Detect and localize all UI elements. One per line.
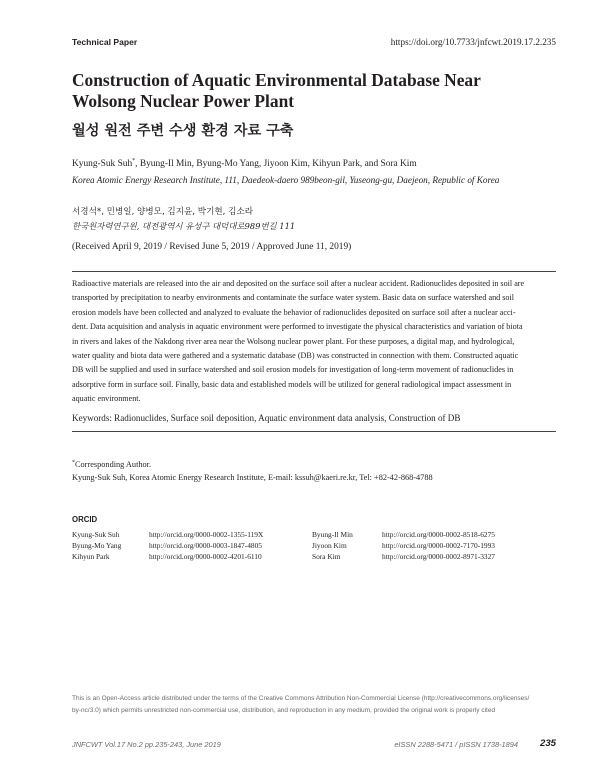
affiliation-korean: 한국원자력연구원, 대전광역시 유성구 대덕대로989번길 111 <box>72 221 296 231</box>
keywords: Keywords: Radionuclides, Surface soil deposition, Aquatic environment data analysis, Construction of DB <box>72 413 461 423</box>
page-number: 235 <box>539 738 556 749</box>
document-type-label: Technical Paper <box>72 37 138 47</box>
orcid-row <box>72 541 562 552</box>
license-line: This is an Open-Access article distributed under the terms of the Creative Commons Attribution Non-Commercial License (http://creativecommons.org/licenses/ <box>72 695 530 702</box>
orcid-link[interactable]: http://orcid.org/0000-0002-8518-6275 <box>382 530 495 539</box>
abstract-line: aquatic environment. <box>72 394 141 404</box>
abstract <box>72 277 556 407</box>
orcid-author-name: Jiyoon Kim <box>312 541 347 550</box>
journal-citation: JNFCWT Vol.17 No.2 pp.235-243, June 2019 <box>72 740 221 749</box>
abstract-line: Radioactive materials are released into the air and deposited on the surface soil after a nuclear accident. Radionuclides deposited in soil are <box>72 279 525 288</box>
abstract-line: erosion models have been collected and analyzed to evaluate the behavior of radionuclides deposited on surface soil after a nuclear acci- <box>72 307 516 317</box>
doi-link[interactable]: https://doi.org/10.7733/jnfcwt.2019.17.2.235 <box>390 37 556 47</box>
corresponding-mark: * <box>72 460 75 466</box>
orcid-link[interactable]: http://orcid.org/0000-0002-1355-119X <box>149 530 264 539</box>
received-dates: (Received April 9, 2019 / Revised June 5, 2019 / Approved June 11, 2019) <box>72 242 352 252</box>
orcid-author-name: Sora Kim <box>312 552 341 561</box>
paper-title-english: Construction of Aquatic Environmental Database Near Wolsong Nuclear Power Plant <box>72 70 481 111</box>
orcid-link[interactable]: http://orcid.org/0000-0002-4201-6110 <box>149 552 262 561</box>
license-line: by-nc/3.0) which permits unrestricted non-commercial use, distribution, and reproduction in any medium, provided the original work is properly cited <box>72 706 496 714</box>
orcid-author-name: Kyung-Suk Suh <box>72 530 120 539</box>
orcid-author-name: Byung-Mo Yang <box>72 541 122 550</box>
orcid-link[interactable]: http://orcid.org/0000-0002-7170-1993 <box>382 541 495 550</box>
abstract-line: dent. Data acquisition and analysis in aquatic environment were performed to investigate the physical characteristics and variation of biota <box>72 322 523 332</box>
issn-info: eISSN 2288-5471 / pISSN 1738-1894 <box>394 740 518 749</box>
author-list-english <box>72 158 417 169</box>
orcid-link[interactable]: http://orcid.org/0000-0002-8971-3327 <box>382 552 495 561</box>
orcid-row <box>72 530 562 541</box>
abstract-line: in rivers and lakes of the Nakdong river area near the Wolsong nuclear power plant. For these purposes, a digital map, and hydrological, <box>72 336 515 346</box>
orcid-author-name: Byung-Il Min <box>312 530 353 539</box>
corresponding-author-mark: * <box>132 158 136 164</box>
abstract-line: DB will be supplied and used in surface watershed and soil erosion models for investigation of long-term movement of radionuclides in <box>72 365 514 375</box>
abstract-line: adsorptive form in surface soil. Finally, basic data and established models will be utilized for general radiological impact assessment in <box>72 379 512 389</box>
abstract-line: water quality and biota data were gathered and a systematic database (DB) was constructed in connection with them. Constructed aquatic <box>72 351 519 361</box>
page-header <box>72 37 556 51</box>
abstract-bottom-rule <box>72 431 556 432</box>
corresponding-detail: Kyung-Suk Suh, Korea Atomic Energy Research Institute, E-mail: kssuh@kaeri.re.kr, Tel: +82-42-868-4788 <box>72 472 433 482</box>
orcid-author-name: Kihyun Park <box>72 552 110 561</box>
abstract-line: transported by precipitation to nearby environments and contaminate the surface water system. Basic data on surface watershed and soil <box>72 293 514 303</box>
author-list-korean: 서경석*, 민병일, 양병모, 김지윤, 박기현, 김소라 <box>72 207 254 217</box>
abstract-top-rule <box>72 271 556 272</box>
coauthor-names: , Byung-Il Min, Byung-Mo Yang, Jiyoon Kim, Kihyun Park, and Sora Kim <box>135 159 417 169</box>
corresponding-author-note <box>72 457 433 485</box>
orcid-heading: ORCID <box>72 515 98 524</box>
paper-title-korean: 월성 원전 주변 수생 환경 자료 구축 <box>72 123 294 139</box>
orcid-link[interactable]: http://orcid.org/0000-0003-1847-4805 <box>149 541 262 550</box>
orcid-row <box>72 552 562 563</box>
license-notice <box>72 693 556 716</box>
corresponding-label: Corresponding Author. <box>75 460 152 469</box>
corresponding-author-name: Kyung-Suk Suh <box>72 159 133 169</box>
affiliation-english: Korea Atomic Energy Research Institute, 111, Daedeok-daero 989beon-gil, Yuseong-gu, Daejeon, Republic of Korea <box>72 175 500 185</box>
